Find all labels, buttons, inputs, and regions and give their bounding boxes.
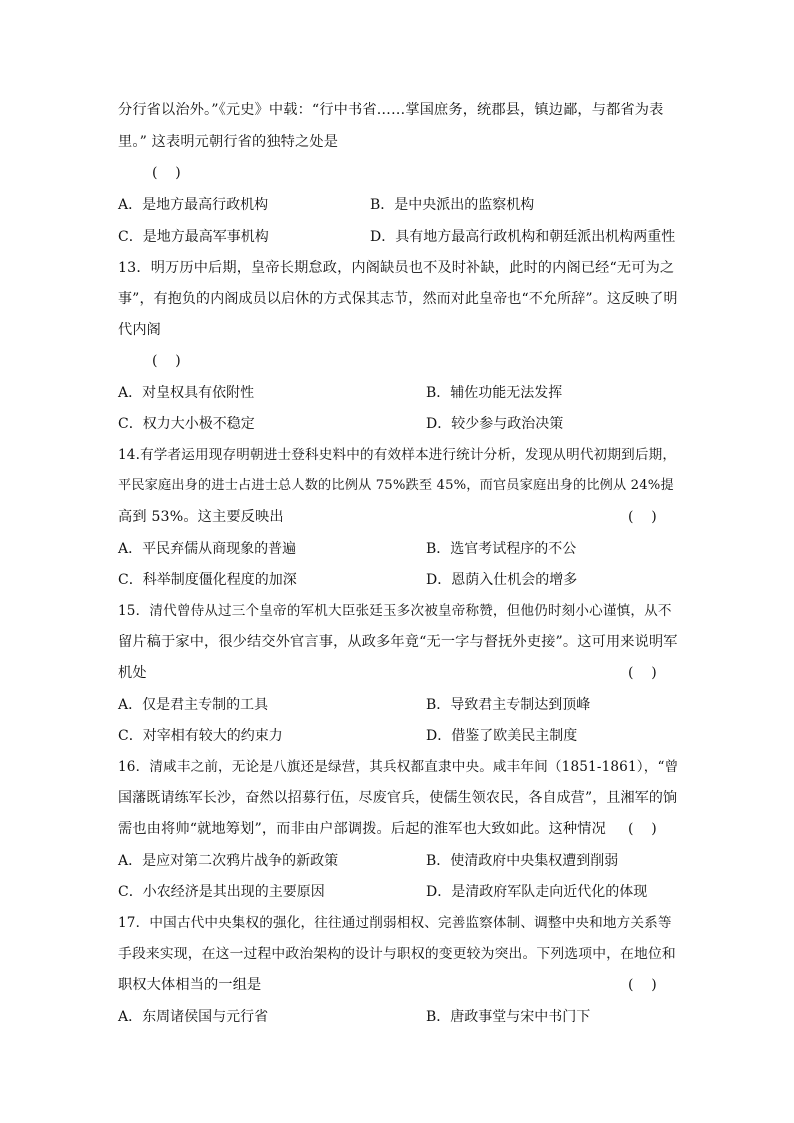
q16-stem-line-3: 需也由将帅“就地筹划”，而非由户部调拨。后起的淮军也大致如此。这种情况 <box>118 821 606 837</box>
q13-answer-parentheses: ( ) <box>152 353 181 369</box>
q16-stem-line-2: 国藩既请练军长沙，奋然以招募行伍，尽废官兵，使儒生领农民，各自成营”，且湘军的饷 <box>118 790 678 806</box>
q16-stem-line-1: 16．清咸丰之前，无论是八旗还是绿营，其兵权都直隶中央。咸丰年间（1851-1861），“曾 <box>118 759 679 775</box>
q16-option-c: C．小农经济是其出现的主要原因 <box>118 884 325 900</box>
q14-stem-line-1: 14.有学者运用现存明朝进士登科史料中的有效样本进行统计分析，发现从明代初期到后期， <box>118 447 677 463</box>
q14-option-b: B．选官考试程序的不公 <box>426 541 577 557</box>
q12-option-d: D．具有地方最高行政机构和朝廷派出机构两重性 <box>370 229 676 245</box>
q14-answer-parentheses: ( ) <box>628 509 657 525</box>
q12-option-a: A．是地方最高行政机构 <box>118 197 269 213</box>
q14-option-c: C．科举制度僵化程度的加深 <box>118 572 297 588</box>
q17-stem-line-1: 17．中国古代中央集权的强化，往往通过削弱相权、完善监察体制、调整中央和地方关系等 <box>118 915 672 931</box>
q13-stem-line-2: 事”，有抱负的内阁成员以启休的方式保其志节，然而对此皇帝也“不允所辞”。这反映了明 <box>118 291 678 307</box>
q15-stem-line-2: 留片稿于家中，很少结交外官言事，从政多年竟“无一字与督抚外吏接”。这可用来说明军 <box>118 634 678 650</box>
q14-option-d: D．恩荫入仕机会的增多 <box>426 572 578 588</box>
q15-answer-parentheses: ( ) <box>628 665 657 681</box>
q13-option-a: A．对皇权具有依附性 <box>118 385 255 401</box>
q15-option-b: B．导致君主专制达到顶峰 <box>426 697 591 713</box>
q12-answer-parentheses: ( ) <box>152 165 181 181</box>
q12-option-c: C．是地方最高军事机构 <box>118 229 269 245</box>
q13-stem-line-1: 13．明万历中后期，皇帝长期怠政，内阁缺员也不及时补缺，此时的内阁已经“无可为之 <box>118 260 675 276</box>
q12-stem-line-2: 里。” 这表明元朝行省的独特之处是 <box>118 134 339 150</box>
q15-option-d: D．借鉴了欧美民主制度 <box>426 728 578 744</box>
q17-option-a: A．东周诸侯国与元行省 <box>118 1009 269 1025</box>
q13-option-d: D．较少参与政治决策 <box>426 416 564 432</box>
q14-option-a: A．平民弃儒从商现象的普遍 <box>118 541 297 557</box>
q12-stem-line-1: 分行省以治外。”《元史》中载：“行中书省……掌国庶务，统郡县，镇边鄙，与都省为表 <box>118 102 664 118</box>
q13-stem-line-3: 代内阁 <box>118 322 162 338</box>
q17-answer-parentheses: ( ) <box>628 977 657 993</box>
q15-option-c: C．对宰相有较大的约束力 <box>118 728 283 744</box>
q13-option-c: C．权力大小极不稳定 <box>118 416 255 432</box>
q16-answer-parentheses: ( ) <box>628 821 657 837</box>
q14-stem-line-2: 平民家庭出身的进士占进士总人数的比例从 75%跌至 45%，而官员家庭出身的比例从 24%提 <box>118 478 674 493</box>
q16-option-d: D．是清政府军队走向近代化的体现 <box>426 884 648 900</box>
q17-stem-line-3: 职权大体相当的一组是 <box>118 977 262 993</box>
q13-option-b: B．辅佐功能无法发挥 <box>426 385 563 401</box>
q15-stem-line-1: 15．清代曾侍从过三个皇帝的军机大臣张廷玉多次被皇帝称赞，但他仍时刻小心谨慎，从不 <box>118 603 672 619</box>
q17-stem-line-2: 手段来实现，在这一过程中政治架构的设计与职权的变更较为突出。下列选项中，在地位和 <box>118 946 676 962</box>
q16-option-b: B．使清政府中央集权遭到削弱 <box>426 853 619 869</box>
q15-stem-line-3: 机处 <box>118 665 147 681</box>
q17-option-b: B．唐政事堂与宋中书门下 <box>426 1009 591 1025</box>
q12-option-b: B．是中央派出的监察机构 <box>370 197 535 213</box>
q14-stem-line-3: 高到 53%。这主要反映出 <box>118 509 284 525</box>
q16-option-a: A．是应对第二次鸦片战争的新政策 <box>118 853 339 869</box>
q15-option-a: A．仅是君主专制的工具 <box>118 697 269 713</box>
